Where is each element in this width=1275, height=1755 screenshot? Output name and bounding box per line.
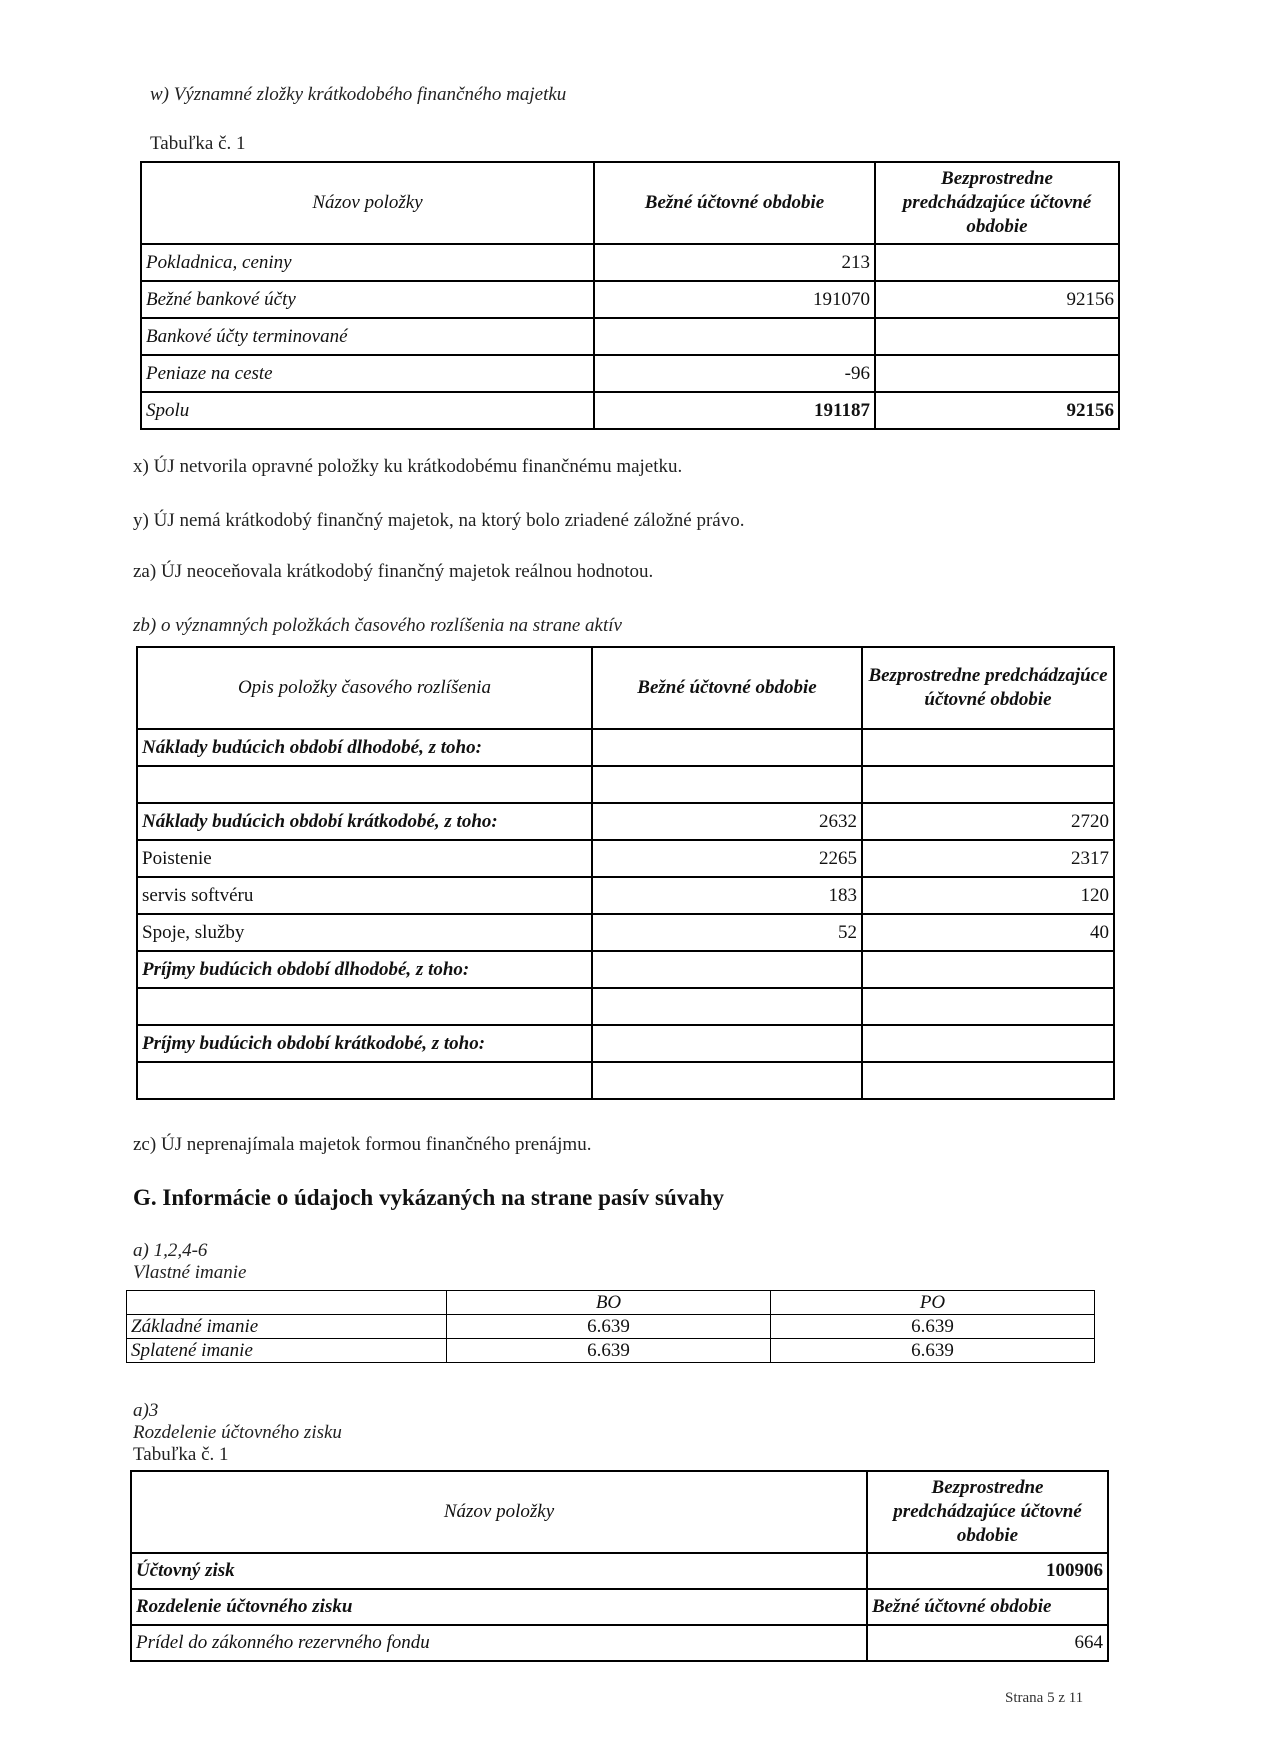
section-w-title: w) Významné zložky krátkodobého finančného majetku [150, 84, 567, 105]
table-row [131, 1553, 1108, 1589]
row-previous: 120 [862, 877, 1114, 914]
table-row [131, 1589, 1108, 1625]
row-label: Základné imanie [127, 1315, 447, 1339]
table-row [137, 877, 1114, 914]
row-bo: 6.639 [447, 1315, 771, 1339]
table-row [137, 1025, 1114, 1062]
row-label: Prídel do zákonného rezervného fondu [131, 1625, 867, 1661]
row-previous: 2720 [862, 803, 1114, 840]
row-label: Príjmy budúcich období dlhodobé, z toho: [137, 951, 592, 988]
header-previous-period: Bezprostredne predchádzajúce účtovné obdobie [867, 1471, 1108, 1553]
table-row [137, 840, 1114, 877]
row-previous [862, 729, 1114, 766]
table-row [137, 766, 1114, 803]
row-label [137, 988, 592, 1025]
header-item-name: Názov položky [131, 1471, 867, 1553]
row-label: Peniaze na ceste [141, 355, 594, 392]
accruals-table [136, 646, 1115, 1100]
table-row [137, 803, 1114, 840]
header-po: PO [771, 1291, 1095, 1315]
row-current [592, 951, 862, 988]
header-blank [127, 1291, 447, 1315]
row-value: 664 [867, 1625, 1108, 1661]
row-label: Náklady budúcich období krátkodobé, z toho: [137, 803, 592, 840]
header-description: Opis položky časového rozlíšenia [137, 647, 592, 729]
header-current-period: Bežné účtovné obdobie [594, 162, 875, 244]
row-previous: 92156 [875, 392, 1119, 429]
row-value: 100906 [867, 1553, 1108, 1589]
row-previous [875, 318, 1119, 355]
row-previous [862, 766, 1114, 803]
note-x: x) ÚJ netvorila opravné položky ku krátkodobému finančnému majetku. [133, 456, 683, 477]
table-row [141, 281, 1119, 318]
equity-table [126, 1290, 1095, 1363]
row-previous [862, 988, 1114, 1025]
row-bo: 6.639 [447, 1339, 771, 1363]
row-label: Splatené imanie [127, 1339, 447, 1363]
table-row [137, 914, 1114, 951]
table-row [137, 729, 1114, 766]
profit-distribution-title: Rozdelenie účtovného zisku [133, 1422, 342, 1443]
row-label: Spolu [141, 392, 594, 429]
row-label: servis softvéru [137, 877, 592, 914]
row-current [592, 1025, 862, 1062]
row-previous [875, 244, 1119, 281]
row-current: 2265 [592, 840, 862, 877]
row-previous: 40 [862, 914, 1114, 951]
table-row-total [141, 392, 1119, 429]
row-po: 6.639 [771, 1315, 1095, 1339]
table-row [137, 988, 1114, 1025]
table-row [127, 1315, 1095, 1339]
row-label: Bankové účty terminované [141, 318, 594, 355]
table-row [131, 1625, 1108, 1661]
table-row [141, 318, 1119, 355]
row-current: -96 [594, 355, 875, 392]
row-label: Náklady budúcich období dlhodobé, z toho: [137, 729, 592, 766]
row-current: 191187 [594, 392, 875, 429]
row-current [592, 1062, 862, 1099]
row-previous [862, 1025, 1114, 1062]
table-row [141, 355, 1119, 392]
row-current: 213 [594, 244, 875, 281]
header-previous-period: Bezprostredne predchádzajúce účtovné obdobie [862, 647, 1114, 729]
row-po: 6.639 [771, 1339, 1095, 1363]
table-caption: Tabuľka č. 1 [133, 1444, 229, 1465]
row-label [137, 1062, 592, 1099]
header-current-period: Bežné účtovné obdobie [867, 1589, 1108, 1625]
row-label: Spoje, služby [137, 914, 592, 951]
row-label: Pokladnica, ceniny [141, 244, 594, 281]
row-label: Poistenie [137, 840, 592, 877]
profit-distribution-table [130, 1470, 1109, 1662]
row-label [137, 766, 592, 803]
page-number: Strana 5 z 11 [1005, 1690, 1084, 1706]
row-label: Príjmy budúcich období krátkodobé, z toho: [137, 1025, 592, 1062]
table-row [141, 244, 1119, 281]
row-previous: 2317 [862, 840, 1114, 877]
row-current [592, 988, 862, 1025]
row-current: 183 [592, 877, 862, 914]
row-previous [875, 355, 1119, 392]
row-previous [862, 1062, 1114, 1099]
short-term-financial-assets-table [140, 161, 1120, 430]
row-label: Bežné bankové účty [141, 281, 594, 318]
row-current: 191070 [594, 281, 875, 318]
row-current: 2632 [592, 803, 862, 840]
note-za: za) ÚJ neoceňovala krátkodobý finančný majetok reálnou hodnotou. [133, 561, 654, 582]
header-item-name: Názov položky [141, 162, 594, 244]
header-current-period: Bežné účtovné obdobie [592, 647, 862, 729]
row-label: Účtovný zisk [131, 1553, 867, 1589]
section-g-heading: G. Informácie o údajoch vykázaných na strane pasív súvahy [133, 1185, 725, 1210]
equity-title: Vlastné imanie [133, 1262, 247, 1283]
row-label: Rozdelenie účtovného zisku [131, 1589, 867, 1625]
table-caption: Tabuľka č. 1 [150, 133, 246, 154]
section-zb-title: zb) o významných položkách časového rozlíšenia na strane aktív [133, 615, 622, 636]
row-current: 52 [592, 914, 862, 951]
equity-section-label: a) 1,2,4-6 [133, 1240, 208, 1261]
profit-section-label: a)3 [133, 1400, 159, 1421]
note-zc: zc) ÚJ neprenajímala majetok formou finančného prenájmu. [133, 1134, 592, 1155]
table-row [137, 1062, 1114, 1099]
note-y: y) ÚJ nemá krátkodobý finančný majetok, na ktorý bolo zriadené záložné právo. [133, 510, 745, 531]
table-row [137, 951, 1114, 988]
table-row [127, 1339, 1095, 1363]
row-previous: 92156 [875, 281, 1119, 318]
row-current [594, 318, 875, 355]
row-previous [862, 951, 1114, 988]
row-current [592, 766, 862, 803]
row-current [592, 729, 862, 766]
header-bo: BO [447, 1291, 771, 1315]
header-previous-period: Bezprostredne predchádzajúce účtovné obdobie [875, 162, 1119, 244]
